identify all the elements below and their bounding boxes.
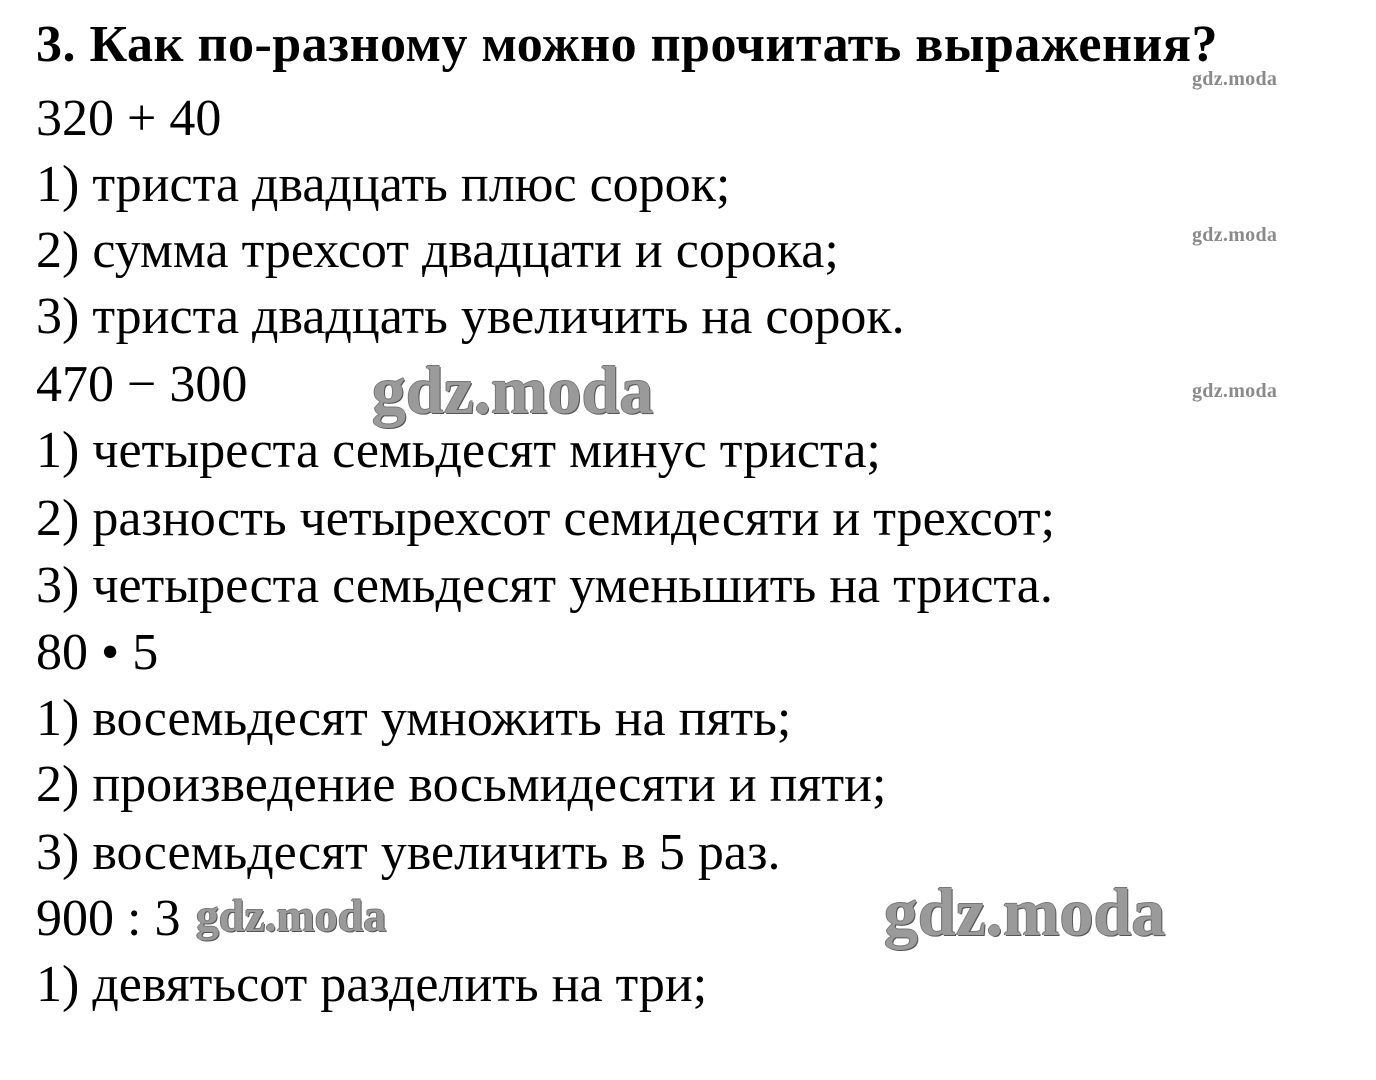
exercise-title: 3. Как по-разному можно прочитать выражения?: [36, 16, 1219, 73]
expression-2: 470 − 300: [36, 356, 248, 413]
watermark-small: gdz.moda: [1192, 380, 1278, 402]
watermark-large: gdz.moda: [196, 890, 387, 941]
expression-3-read-3: 3) восемьдесят увеличить в 5 раз.: [36, 824, 781, 881]
expression-3-read-1: 1) восемьдесят умножить на пять;: [36, 690, 792, 747]
expression-1-read-1: 1) триста двадцать плюс сорок;: [36, 156, 731, 213]
expression-2-read-2: 2) разность четырехсот семидесяти и трехсот;: [36, 490, 1056, 547]
watermark-small: gdz.moda: [1192, 68, 1278, 90]
expression-1-read-3: 3) триста двадцать увеличить на сорок.: [36, 288, 905, 345]
expression-2-read-1: 1) четыреста семьдесят минус триста;: [36, 422, 881, 479]
expression-1-read-2: 2) сумма трехсот двадцати и сорока;: [36, 222, 839, 279]
expression-2-read-3: 3) четыреста семьдесят уменьшить на триста.: [36, 557, 1053, 614]
expression-3: 80 • 5: [36, 624, 159, 681]
watermark-large: gdz.moda: [884, 874, 1166, 950]
expression-4-read-1: 1) девятьсот разделить на три;: [36, 956, 708, 1013]
expression-3-read-2: 2) произведение восьмидесяти и пяти;: [36, 756, 887, 813]
expression-1: 320 + 40: [36, 90, 222, 147]
expression-4: 900 : 3: [36, 890, 181, 947]
watermark-large: gdz.moda: [372, 352, 654, 428]
watermark-small: gdz.moda: [1192, 224, 1278, 246]
